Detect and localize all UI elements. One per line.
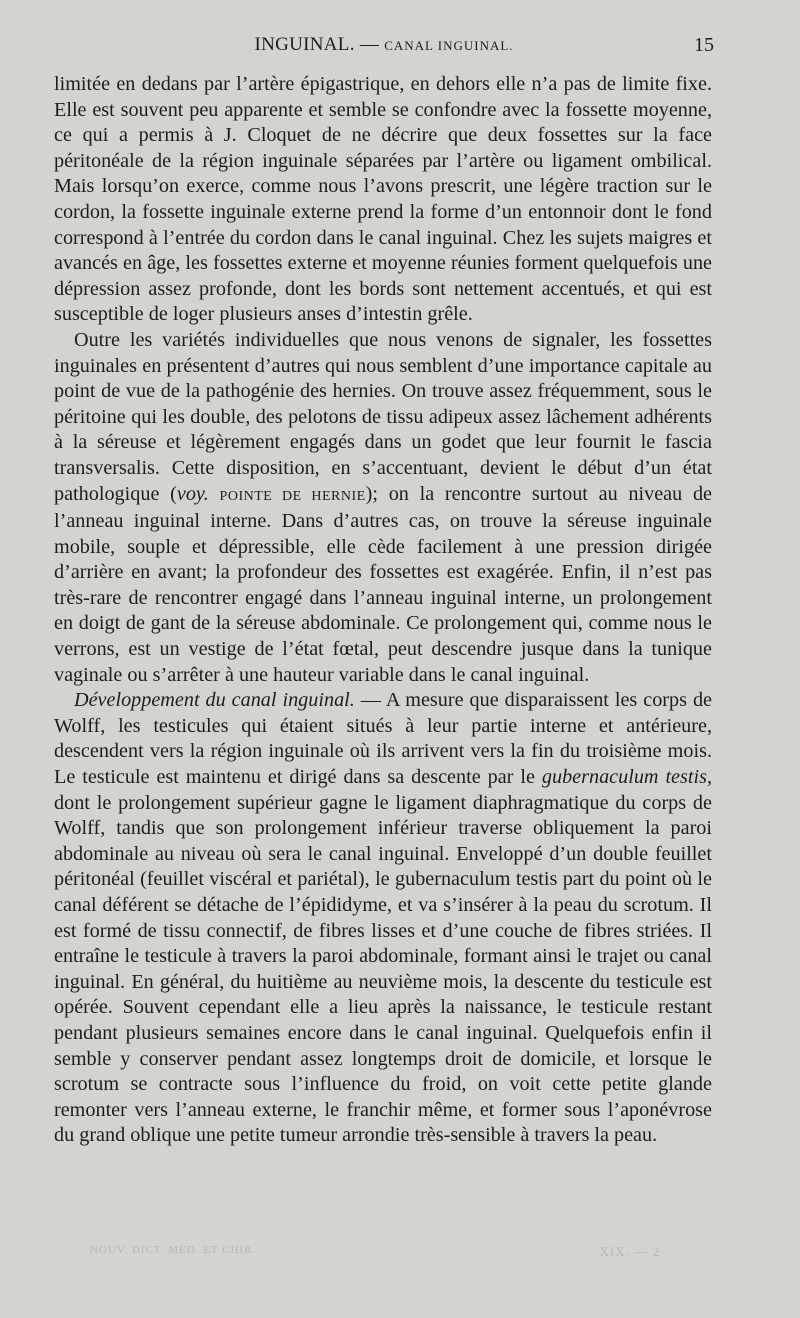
voy-abbreviation: voy. [176,482,209,505]
page-header [54,34,714,60]
running-head [54,34,714,56]
paragraph-3-text-a: — A mesure que disparaissent les corps de Wolff, les testicules qui étaient situés à leur partie interne et antérieure, descendent vers la région inguinale où ils arrivent vers la fin du troisième mois. Le testicule est maintenu et dirigé dans sa descente par le [54,689,712,789]
paragraph-3-text-b: , dont le prolongement supérieur gagne le ligament diaphragmatique du corps de Wolff, tandis que son prolongement inférieur traverse obliquement la paroi abdominale au niveau où sera le canal inguinal. Enveloppé d’un double feuillet péritonéal (feuillet viscéral et pariétal), le gubernaculum testis part du point où le canal déférent se détache de l’épididyme, et va s’insérer à la peau du scrotum. Il est formé de tissu connectif, de fibres lisses et d’une couche de fibres striées. Il entraîne le testicule à travers la paroi abdominale, formant ainsi le trajet ou canal inguinal. En général, du huitième au neuvième mois, la descente du testicule est opérée. Souvent cependant elle a lieu après la naissance, le testicule restant pendant plusieurs semaines encore dans le canal inguinal. Quelquefois enfin il semble y conserver pendant assez longtemps droit de domicile, et lorsque le scrotum se contracte sous l’influence du froid, on voit cette petite glande remonter vers l’anneau externe, le franchir même, et former sous l’aponévrose du grand oblique une petite tumeur arrondie très-sensible à travers la peau. [54,766,712,1147]
paragraph-2-text-b: ); on la rencontre surtout au niveau de l’anneau inguinal interne. Dans d’autres cas, on trouve la séreuse inguinale mobile, souple et dépressible, elle cède facilement à une pression dirigée d’arrière en avant; la profondeur des fossettes est exagérée. Enfin, il n’est pas très-rare de rencontrer engagé dans l’anneau inguinal interne, un prolongement en doigt de gant de la séreuse abdominale. Ce prolongement qui, comme nous le verrons, est un vestige de l’état fœtal, peut descendre jusque dans la tunique vaginale ou s’arrêter à une hauteur variable dans le canal inguinal. [54,482,712,686]
footer-signature: NOUV. DICT. MÉD. ET CHIR. [90,1244,257,1256]
page-number: 15 [694,34,714,56]
cross-reference: POINTE DE HERNIE [219,488,366,504]
running-head-title: INGUINAL. [254,34,355,55]
section-heading: Développement du canal inguinal. [74,689,355,712]
paragraph-3 [54,688,712,1149]
paragraph-2 [54,328,712,688]
paragraph-1: limitée en dedans par l’artère épigastrique, en dehors elle n’a pas de limite fixe. Elle est souvent peu apparente et semble se confondre avec la fossette moyenne, ce qui a permis à J. Cloquet de ne décrire que deux fossettes sur la face péritonéale de la région inguinale séparées par l’artère ou ligament ombilical. Mais lorsqu’on exerce, comme nous l’avons prescrit, une légère traction sur le cordon, la fossette inguinale externe prend la forme d’un entonnoir dont le fond correspond à l’entrée du cordon dans le canal inguinal. Chez les sujets maigres et avancés en âge, les fossettes externe et moyenne réunies forment quelquefois une dépression assez profonde, dont les bords sont nettement accentués, et qui est susceptible de loger plusieurs anses d’intestin grêle. [54,73,712,326]
running-head-subtitle: CANAL INGUINAL. [384,38,514,53]
running-head-separator: — [359,34,380,55]
body-text [54,72,712,1149]
footer-sheet-number: XIX. — 2 [599,1244,660,1259]
term-gubernaculum: gubernaculum testis [541,766,707,789]
paragraph-2-text-a: Outre les variétés individuelles que nous venons de signaler, les fossettes inguinales en présentent d’autres qui nous semblent d’une importance capitale au point de vue de la pathogénie des hernies. On trouve assez fréquemment, sous le péritoine qui les double, des pelotons de tissu adipeux assez lâchement adhérents à la séreuse et légèrement engagés dans un godet que leur fournit le fascia transversalis. Cette disposition, en s’accentuant, devient le début d’un état pathologique ( [54,328,712,505]
page-footer [90,1244,690,1260]
